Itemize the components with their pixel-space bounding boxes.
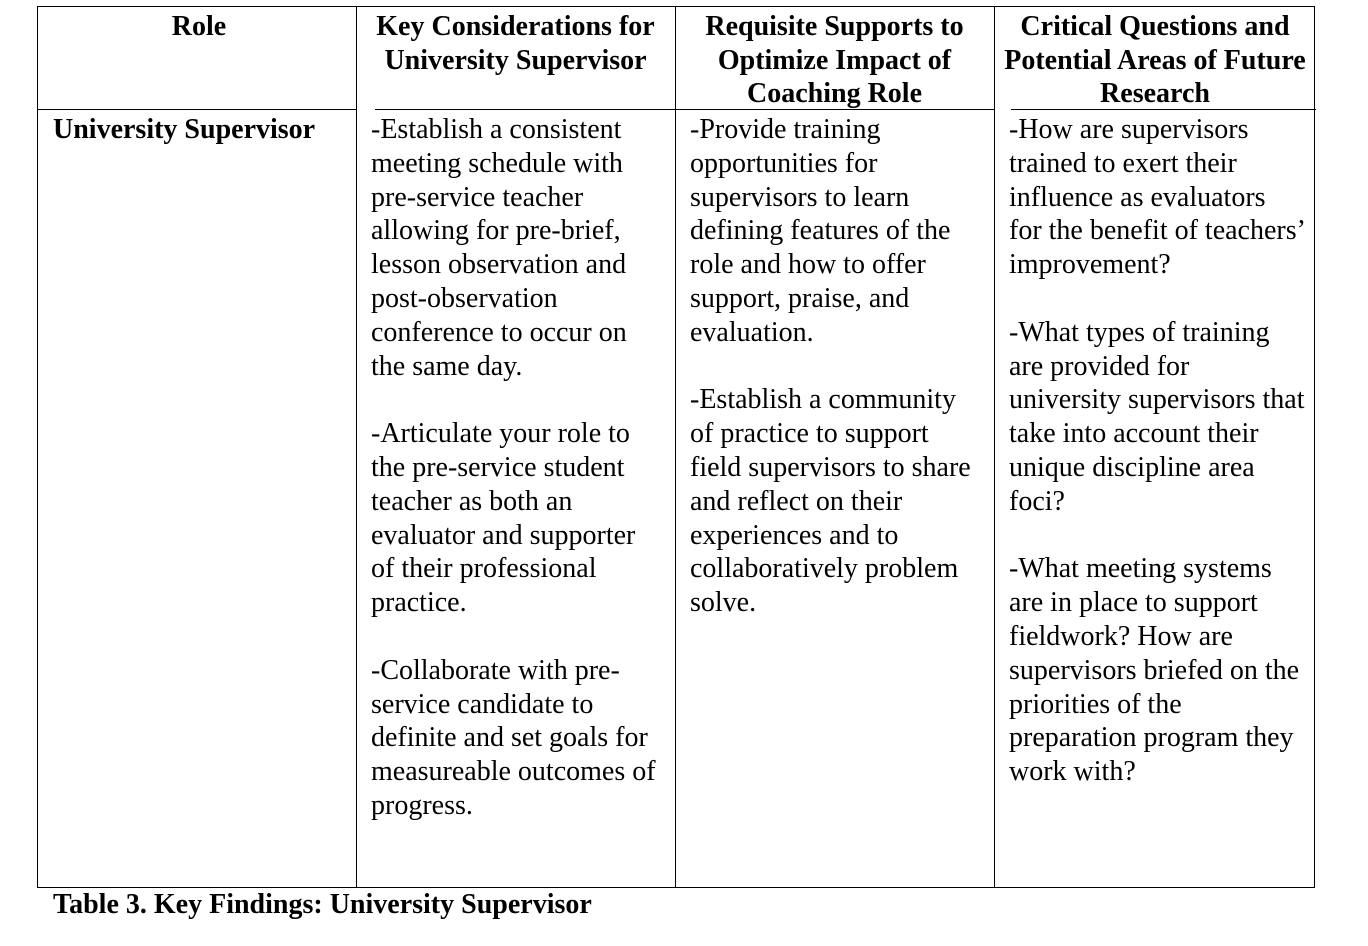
list-item: -Establish a consistent meeting schedule with pre-service teacher allowing for pre-brief, lesson observation and post-observation conference to occur on the same day.: [371, 114, 627, 382]
list-item: -What meeting systems are in place to support fieldwork? How are supervisors briefed on the priorities of the preparation program they work with?: [1009, 553, 1300, 788]
header-divider: [375, 109, 675, 110]
findings-table: [37, 6, 1315, 888]
list-item: -Collaborate with pre-service candidate to definite and set goals for measureable outcomes of progress.: [371, 654, 656, 821]
header-requisite-supports: Requisite Supports to Optimize Impact of Coaching Role: [705, 11, 964, 110]
list-item: -Provide training opportunities for supervisors to learn defining features of the role and how to offer support, praise, and evaluation.: [690, 114, 951, 348]
column-divider: [675, 7, 676, 887]
header-role: Role: [171, 11, 227, 42]
key-considerations-cell: [371, 113, 659, 823]
column-divider: [356, 7, 357, 887]
list-item: -Articulate your role to the pre-service student teacher as both an evaluator and supporter of their professional practice.: [371, 418, 636, 619]
requisite-supports-cell: [690, 113, 986, 620]
header-key-considerations: Key Considerations for University Supervisor: [376, 11, 655, 76]
table-caption: Table 3. Key Findings: University Supervisor: [53, 889, 592, 920]
header-divider: [38, 109, 356, 110]
role-cell: University Supervisor: [53, 114, 316, 145]
list-item: -How are supervisors trained to exert their influence as evaluators for the benefit of teachers’ improvement?: [1009, 114, 1304, 281]
list-item: -What types of training are provided for university supervisors that take into account their unique discipline area foci?: [1009, 316, 1305, 517]
critical-questions-cell: [1009, 113, 1305, 789]
header-critical-questions: Critical Questions and Potential Areas of Future Research: [1004, 11, 1306, 110]
list-item: -Establish a community of practice to support field supervisors to share and reflect on their experiences and to collaboratively problem solve.: [690, 384, 971, 619]
column-divider: [994, 7, 995, 887]
